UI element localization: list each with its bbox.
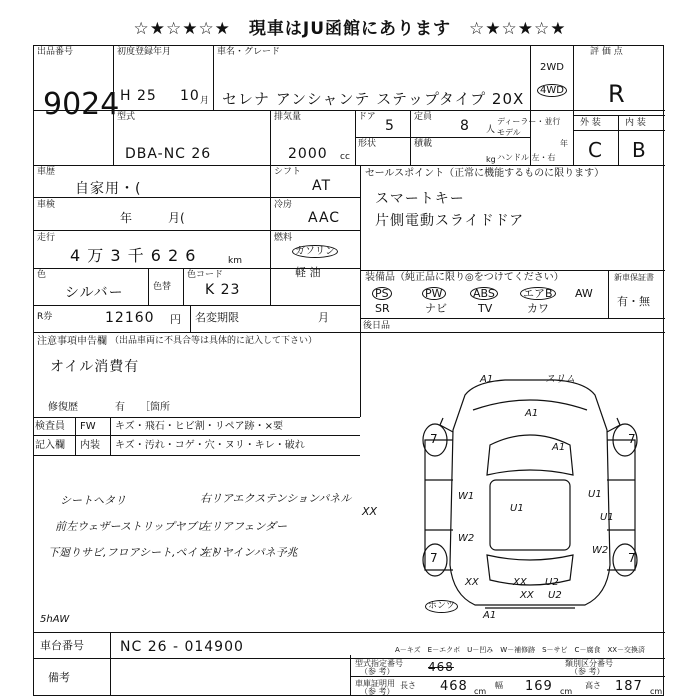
type-no-value: 468 (428, 660, 454, 674)
shift-label: シフト (274, 167, 302, 177)
notes-sub: （出品車両に不具合等は具体的に記入して下さい） (110, 336, 318, 346)
width-unit: cm (560, 687, 573, 696)
cc-label: cc (340, 152, 350, 162)
diagram-mark-rear-u2a: U2 (545, 577, 559, 588)
r-ticket-value: 12160 (105, 310, 155, 326)
sales-point-1: スマートキー (375, 191, 465, 207)
inspector-label: 検査員 (35, 421, 65, 432)
shift-value: AT (312, 178, 332, 194)
displacement-label: 排気量 (274, 112, 302, 122)
length-unit: cm (474, 687, 487, 696)
equip-leather: カワ (527, 302, 549, 315)
transfer-label: 名変期限 (195, 311, 239, 324)
chassis-value: NC 26 - 014900 (120, 639, 244, 655)
equip-navi: ナビ (425, 302, 447, 315)
repair-hist-has: 有 (115, 402, 125, 413)
width-label: 幅 (495, 681, 503, 690)
car-name-label: 車名・グレード (217, 47, 281, 57)
fuel-label: 燃料 (274, 233, 293, 243)
lot-number: 9024 (43, 87, 120, 122)
banner-title: ☆★☆★☆★ 現車はJU函館にあります ☆★☆★☆★ (133, 19, 567, 39)
equip-tv: TV (478, 302, 493, 315)
length-label: 長さ (400, 681, 416, 690)
width-value: 169 (525, 679, 553, 694)
repaint-label: 色替 (153, 282, 172, 292)
reg-month: 10 (180, 88, 200, 104)
inspector-int-items: キズ・汚れ・コゲ・穴・ヌリ・キレ・破れ (115, 440, 305, 451)
doors-value: 5 (385, 118, 395, 134)
seats-value: 8 (460, 118, 470, 134)
sales-point-2: 片側電動スライドドア (375, 213, 525, 229)
year-label: 年 (560, 139, 568, 148)
diagram-mark-right-rear: U1 (600, 512, 614, 523)
inspector-ext-items: キズ・飛石・ヒビ割・リペア跡・×要 (115, 421, 283, 432)
model-value: DBA-NC 26 (125, 146, 212, 162)
car-name: セレナ アンシャンテ ステップタイプ 20X (222, 90, 525, 108)
diagram-mark-rear-bumper: A1 (483, 610, 497, 621)
mileage-value: 4 万 3 千 6 2 6 (70, 246, 197, 265)
ext-label: 外 装 (580, 118, 601, 128)
rear-seat-label: 後日品 (363, 321, 391, 331)
displacement-value: 2000 (288, 146, 328, 162)
height-label: 高さ (585, 681, 601, 690)
reg-month-unit: 月 (200, 96, 210, 106)
doors-label: ドア (358, 112, 376, 122)
fuel-diesel: 軽 油 (295, 266, 321, 279)
int-grade: B (632, 138, 646, 162)
chassis-label: 車台番号 (40, 639, 84, 652)
remark-2b: XX (362, 505, 378, 518)
equip-label: 装備品（純正品に限り◎をつけてください） (365, 272, 564, 283)
color-code-label: 色コード (187, 270, 224, 280)
color-value: シルバー (65, 285, 124, 301)
diagram-mark-left-rear: W2 (458, 533, 475, 544)
remark-6: 左リヤインパネ予兆 (200, 546, 298, 559)
diagram-mark-front-bumper: A1 (480, 374, 494, 385)
diagram-mark-rear-left: XX (465, 577, 479, 588)
r-ticket-label: R券 (37, 312, 53, 322)
diagram-mark-wheel-fr: 7 (628, 432, 636, 446)
class-no-label: 類別区分番号 (565, 659, 613, 668)
first-reg-label: 初度登録年月 (117, 47, 172, 57)
equip-ps: PS (372, 287, 392, 300)
remark-2: 右リアエクステンションパネル (200, 492, 352, 505)
history-label: 車歴 (37, 167, 56, 177)
diagram-mark-right-door: U1 (588, 489, 602, 500)
equip-aw: AW (575, 287, 593, 300)
diagram-mark-bumper-note: ホンツ (425, 600, 458, 613)
inspection-label: 車検 (37, 200, 56, 210)
drive-4wd-circled: 4WD (537, 84, 567, 97)
fuel-gas-circled: ガソリン (292, 245, 338, 258)
diagram-mark-rear-xx: XX (520, 590, 534, 601)
model-label: 型式 (117, 112, 136, 122)
warranty-label: 新車保証書 (614, 273, 654, 282)
diagram-mark-wheel-fl: 7 (430, 432, 438, 446)
shape-label: 形状 (358, 139, 377, 149)
mileage-label: 走行 (37, 233, 56, 243)
equip-pw: PW (422, 287, 446, 300)
kg-label: kg (486, 155, 496, 164)
equip-sr: SR (375, 302, 390, 315)
int-label: 内 装 (625, 118, 646, 128)
ext-grade: C (588, 138, 602, 162)
legend: A－キズ E－エクボ U－凹み W－補修跡 S－サビ C－腐食 XX－交換済 (395, 646, 646, 654)
equip-abs: ABS (470, 287, 498, 300)
remark-3: 前左ウェザーストリップヤブレ (55, 520, 208, 533)
height-value: 187 (615, 679, 643, 694)
km-label: km (228, 256, 242, 266)
lot-label: 出品番号 (37, 47, 74, 57)
ac-value: AAC (308, 210, 341, 226)
history-value: 自家用・( (75, 181, 142, 197)
diagram-mark-wheel-rl: 7 (430, 551, 438, 565)
remark-4: 左リアフェンダー (200, 520, 288, 533)
class-no-ref: （参 考） (570, 667, 605, 676)
sales-point-label: セールスポイント（正常に機能するものに限ります） (365, 168, 605, 179)
diagram-mark-wheel-rr: 7 (628, 551, 636, 565)
equip-airbag: エアB (520, 287, 556, 300)
note-1: オイル消費有 (50, 359, 140, 375)
diagram-mark-roof: U1 (510, 503, 524, 514)
type-no-ref: （参 考） (360, 667, 395, 676)
diagram-mark-rear-center: XX (513, 577, 527, 588)
diagram-mark-fender: A1 (552, 442, 566, 453)
inspection-value: 年 月( (120, 211, 185, 225)
diagram-mark-rear-u2b: U2 (548, 590, 562, 601)
yen-label: 円 (170, 313, 181, 326)
remark-1: シートヘタリ (60, 494, 126, 507)
color-code-value: K 23 (205, 282, 241, 298)
repair-hist-loc: ［箇所 (140, 402, 170, 413)
warranty-value: 有・無 (617, 295, 650, 308)
seats-unit: 人 (486, 125, 496, 135)
dealer-label: ディーラー・並行 (497, 117, 561, 126)
length-value: 468 (440, 679, 468, 694)
load-label: 積載 (414, 139, 433, 149)
diagram-mark-hood: A1 (525, 408, 539, 419)
rating-value: R (608, 80, 625, 108)
rating-label: 評 価 点 (590, 47, 623, 57)
notes-label: 注意事項申告欄 (37, 336, 107, 347)
dims-label: 車庫証明用 (355, 679, 395, 688)
capacity-label: 定員 (414, 112, 433, 122)
model-year-label: モデル (497, 128, 521, 137)
remarks-label: 備考 (48, 671, 70, 684)
handle-label: ハンドル 左・右 (497, 153, 556, 162)
inspector-int: 内装 (80, 440, 100, 451)
dims-ref: （参 考） (360, 687, 395, 696)
diagram-mark-left-door: W1 (458, 491, 475, 502)
remark-5: 下廻りサビ,フロアシート,ペイント (48, 546, 220, 559)
ac-label: 冷房 (274, 200, 293, 210)
transfer-month: 月 (318, 311, 329, 324)
entry-label: 記入欄 (35, 440, 65, 451)
type-no-label: 型式指定番号 (355, 659, 403, 668)
drive-2wd: 2WD (540, 62, 564, 73)
inspector-fw: FW (80, 421, 96, 432)
repair-hist-label: 修復歴 (48, 402, 78, 413)
reg-year: H 25 (120, 88, 157, 104)
height-unit: cm (650, 687, 663, 696)
remark-7: 5hAW (40, 614, 70, 625)
diagram-mark-front-note: スリム (545, 374, 575, 385)
color-label: 色 (37, 270, 47, 280)
diagram-mark-right-slide: W2 (592, 545, 609, 556)
